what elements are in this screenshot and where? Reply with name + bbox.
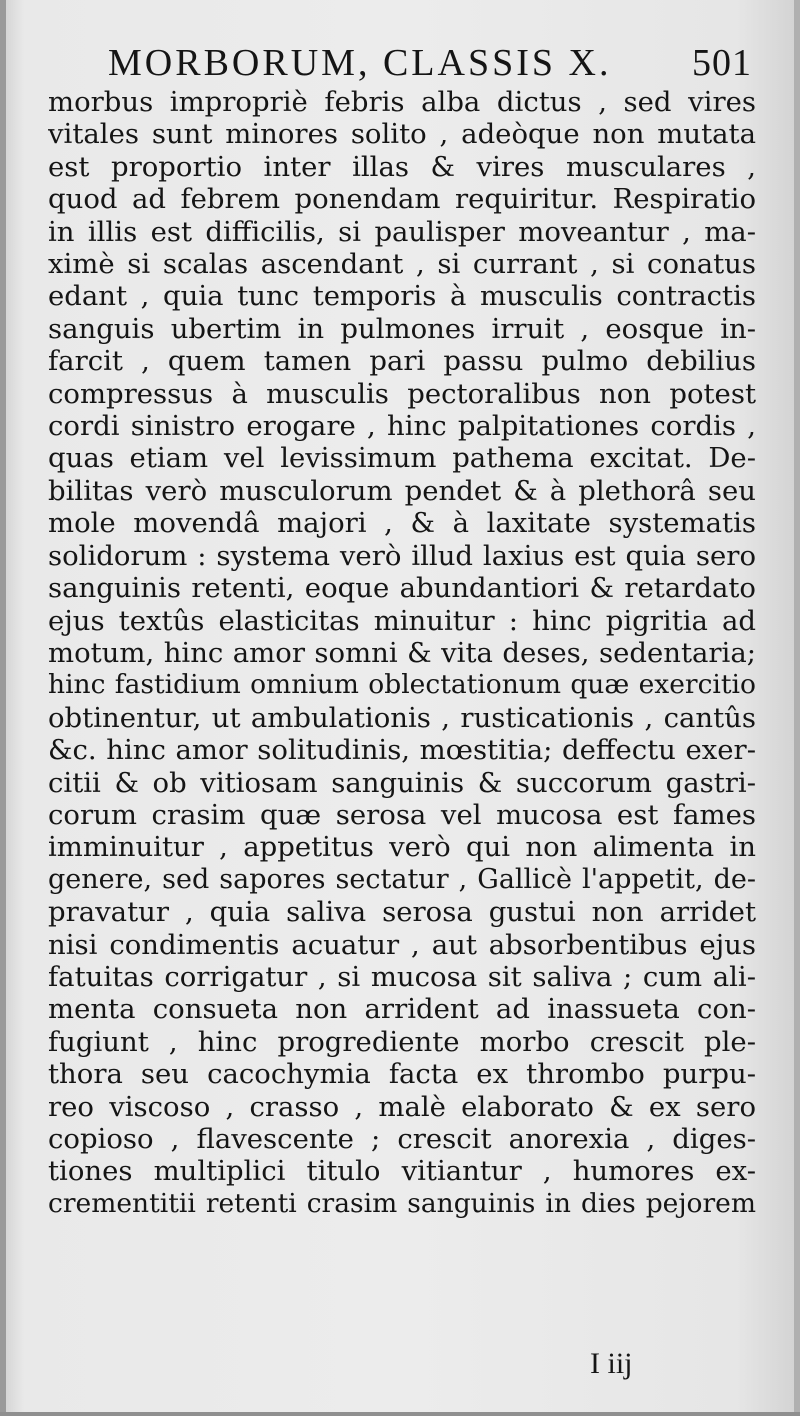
text-line: thora seu cacochymia facta ex thrombo purpu- (48, 1058, 756, 1091)
page-number: 501 (692, 42, 752, 84)
running-title: MORBORUM, CLASSIS X. (108, 42, 612, 84)
body-text (48, 86, 756, 1220)
text-line: nisi condimentis acuatur , aut absorbentibus ejus (48, 928, 756, 961)
text-line: mole movendâ majori , & à laxitate systematis (48, 507, 756, 540)
text-line: imminuitur , appetitus verò qui non alimenta in (48, 831, 756, 864)
text-line: farcit , quem tamen pari passu pulmo debilius (48, 345, 756, 378)
text-line: menta consueta non arrident ad inassueta con- (48, 993, 756, 1026)
page-right-edge (794, 0, 800, 1416)
text-line: morbus impropriè febris alba dictus , sed vires (48, 86, 756, 118)
text-line: sanguinis retenti, eoque abundantiori & retardato (48, 572, 756, 605)
text-line: ximè si scalas ascendant , si currant , si conatus (48, 248, 756, 281)
text-line: solidorum : systema verò illud laxius est quia sero (48, 539, 756, 572)
text-line: bilitas verò musculorum pendet & à plethorâ seu (48, 474, 756, 507)
page-left-edge (0, 0, 6, 1416)
text-line: cordi sinistro erogare , hinc palpitationes cordis , (48, 410, 756, 443)
page-bottom-edge (0, 1412, 800, 1416)
text-line: citii & ob vitiosam sanguinis & succorum gastri- (48, 766, 756, 799)
text-line: obtinentur, ut ambulationis , rusticationis , cantûs (48, 701, 756, 734)
text-line: in illis est difficilis, si paulisper moveantur , ma- (48, 215, 756, 248)
text-line: ejus textûs elasticitas minuitur : hinc pigritia ad (48, 604, 756, 637)
text-line: vitales sunt minores solito , adeòque non mutata (48, 118, 756, 151)
text-line: edant , quia tunc temporis à musculis contractis (48, 280, 756, 313)
text-line: genere, sed sapores sectatur , Gallicè l'appetit, de- (48, 863, 756, 895)
text-line: &c. hinc amor solitudinis, mœstitia; deffectu exer- (48, 734, 756, 767)
text-line: fatuitas corrigatur , si mucosa sit saliva ; cum ali- (48, 960, 756, 993)
catchword: I iij (590, 1347, 633, 1380)
text-line: hinc fastidium omnium oblectationum quæ exercitio (48, 669, 756, 701)
text-line: motum, hinc amor somni & vita deses, sedentaria; (48, 636, 756, 669)
text-line: fugiunt , hinc progrediente morbo crescit ple- (48, 1025, 756, 1058)
text-line: crementitii retenti crasim sanguinis in dies pejorem (48, 1187, 756, 1219)
text-line: est proportio inter illas & vires musculares , (48, 150, 756, 183)
text-line: compressus à musculis pectoralibus non potest (48, 377, 756, 410)
text-line: copioso , flavescente ; crescit anorexia , diges- (48, 1123, 756, 1155)
text-line: quas etiam vel levissimum pathema excitat. De- (48, 442, 756, 475)
text-line: corum crasim quæ serosa vel mucosa est fames (48, 798, 756, 831)
text-line: tiones multiplici titulo vitiantur , humores ex- (48, 1155, 756, 1188)
text-line: reo viscoso , crasso , malè elaborato & ex sero (48, 1090, 756, 1123)
running-head (108, 38, 752, 88)
text-line: sanguis ubertim in pulmones irruit , eosque in- (48, 312, 756, 345)
text-line: quod ad febrem ponendam requiritur. Respiratio (48, 183, 756, 216)
text-line: pravatur , quia saliva serosa gustui non arridet (48, 896, 756, 929)
